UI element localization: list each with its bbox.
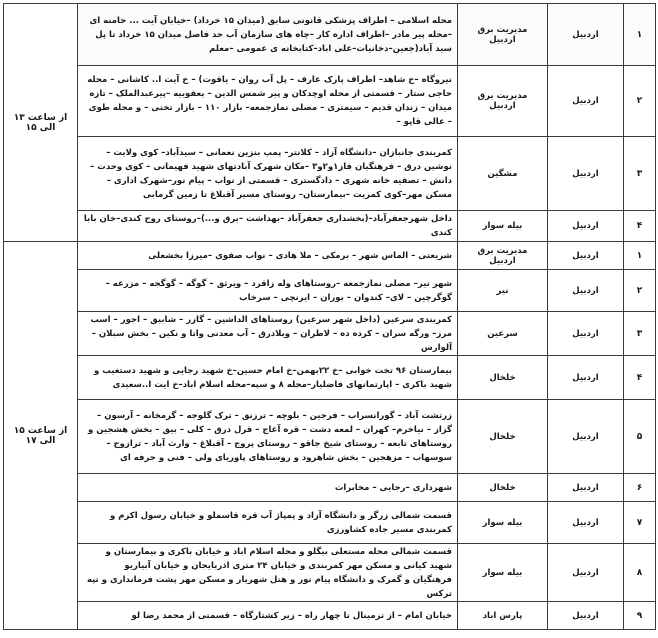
city-cell: اردبیل [548, 400, 624, 474]
row-number: ۳ [624, 137, 656, 211]
areas-cell: شریعتی – الماس شهر – برمکی – ملا هادی – نواب صفوی –میرزا بخشعلی [78, 242, 458, 270]
areas-cell: بیمارستان ۹۶ تخت خوابی –خ ۲۲بهمن–خ امام حسین–خ شهید رجایی و شهید دستغیب و شهید باکری – اپارتمانهای فاضلیار–محله ۸ و سپه–محله اسلام اباد–خ ایت ا..سعیدی [78, 356, 458, 400]
office-cell: خلخال [458, 400, 548, 474]
table-row [4, 400, 656, 474]
office-cell: پارس اباد [458, 602, 548, 630]
office-cell: بیله سوار [458, 502, 548, 544]
table-row [4, 356, 656, 400]
row-number: ۲ [624, 270, 656, 312]
office-cell: مدیریت برق اردبیل [458, 66, 548, 137]
table-row [4, 137, 656, 211]
time-slot-cell: از ساعت ۱۵ الی ۱۷ [4, 242, 78, 630]
row-number: ۵ [624, 400, 656, 474]
table-row [4, 502, 656, 544]
row-number: ۱ [624, 242, 656, 270]
office-cell: مشگین [458, 137, 548, 211]
office-cell: سرعین [458, 312, 548, 356]
areas-cell: قسمت شمالی زرگر و دانشگاه آزاد و پمپاژ آب قره قاسملو و خیابان رسول اکرم و کمربندی مسیر جاده کشاورزی [78, 502, 458, 544]
areas-cell: کمربندی جانبازان –دانشگاه آزاد – کلانتر– پمپ بنزین نعمانی – سیدآباد– کوی ولایت – نوشین درق – فرهنگیان فاز۱و۲و۳ –مکان شهرک آبادتهای شهید فهیمانی – کوی وحدت –دانش – تصفیه خانه شهری – دادگستری – قسمتی از نواب – پیام نور–شهرک اداری – مسکن مهر–کوی کمربت –بیمارستان– روستای مسیر آقبلاغ تا زمین گرمابی [78, 137, 458, 211]
areas-cell: زرتشت آباد – گورانسراب – فرجین – بلوچه – ترزنق – ترک گلوجه – گرمخانه – آرسون – گزاز – نیاخرم– کهران – لمعه دشت – قره آغاج – قرل درق – کلی – بیق – بخش هشجین و روستاهای تابعه – روستای شیخ جاقو – روستای پروج – آقبلاغ – وارث آباد – ترازوج – سوسهاب – مزهجین – بخش شاهرود و روستاهای پاوریای ولی – فنی و حرفه ای [78, 400, 458, 474]
table-row [4, 312, 656, 356]
row-number: ۹ [624, 602, 656, 630]
areas-cell: قسمت شمالی محله مستعلی بیگلو و محله اسلام اباد و خیابان باکری و بیمارستان و شهید کیانی و مسکن مهر کمربندی و خیابان ۲۴ متری اذربایجان و خیابان آبیاریو فرهنگیان و گمرک و دانشگاه پیام نور و هتل شهریار و مسکن مهر پشت فرمانداری و تپه ترکس [78, 544, 458, 602]
city-cell: اردبیل [548, 474, 624, 502]
city-cell: اردبیل [548, 544, 624, 602]
table-row [4, 544, 656, 602]
row-number: ۴ [624, 211, 656, 242]
row-number: ۲ [624, 66, 656, 137]
office-cell: مدیریت برق اردبیل [458, 4, 548, 66]
time-slot-cell: از ساعت ۱۳ الی ۱۵ [4, 4, 78, 242]
row-number: ۶ [624, 474, 656, 502]
city-cell: اردبیل [548, 4, 624, 66]
office-cell: خلخال [458, 474, 548, 502]
areas-cell: خیابان امام – از ترمینال تا چهار راه – زیر کشتارگاه – قسمتی از محمد رضا لو [78, 602, 458, 630]
table-row [4, 270, 656, 312]
city-cell: اردبیل [548, 211, 624, 242]
areas-cell: داخل شهرجعفرآباد–(بخشداری جعفرآباد –بهداشت –برق و...)–روستای روح کندی–خان بابا کندی [78, 211, 458, 242]
areas-cell: کمربندی سرعین (داخل شهر سرعین) روستاهای الداشین – گازر – شابیق – اجور – اسب مرز– ورگه سران – کرده ده – لاطران – ویلادرق – آب معدنی واتا و نکین – بخش سبلان – آلوارس [78, 312, 458, 356]
outage-schedule-table [3, 3, 656, 630]
office-cell: بیله سوار [458, 544, 548, 602]
city-cell: اردبیل [548, 270, 624, 312]
table-row [4, 474, 656, 502]
office-cell: خلخال [458, 356, 548, 400]
city-cell: اردبیل [548, 312, 624, 356]
city-cell: اردبیل [548, 356, 624, 400]
city-cell: اردبیل [548, 242, 624, 270]
city-cell: اردبیل [548, 137, 624, 211]
city-cell: اردبیل [548, 66, 624, 137]
areas-cell: نیروگاه –خ شاهد– اطراف پارک عارف – پل آب روان – یاقوت) – خ آیت ا.. کاشانی – محله حاجی ستار – قسمتی از محله اوچدکان و پیر شمس الدین – یعقوبیه –پیرعبدالملک – تازه میدان – زندان قدیم – سیمتری – مصلی نمازجمعه– بازار ۱۱۰ – بازار تختی – و محله طوی – عالی قاپو – [78, 66, 458, 137]
row-number: ۷ [624, 502, 656, 544]
table-row [4, 602, 656, 630]
areas-cell: شهرداری –رجایی – مخابرات [78, 474, 458, 502]
row-number: ۸ [624, 544, 656, 602]
office-cell: بیله سوار [458, 211, 548, 242]
table-row [4, 242, 656, 270]
table-row [4, 4, 656, 66]
areas-cell: محله اسلامی – اطراف پزشکی قانونی سابق (میدان ۱۵ خرداد) –خیابان آیت ... خامنه ای –محله پیر مادر –اطراف اداره کار –چاه های سازمان آب حد فاصل میدان ۱۵ خرداد تا پل سید آباد(جعین–دخانیات–علی اباد–کتابخانه ی عمومی –معلم [78, 4, 458, 66]
office-cell: مدیریت برق اردبیل [458, 242, 548, 270]
table-row [4, 211, 656, 242]
city-cell: اردبیل [548, 602, 624, 630]
row-number: ۳ [624, 312, 656, 356]
row-number: ۴ [624, 356, 656, 400]
office-cell: نیر [458, 270, 548, 312]
row-number: ۱ [624, 4, 656, 66]
areas-cell: شهر نیر– مصلی نمازجمعه –روستاهای وله زاقرد – ویرثق – گوگه – گوگجه – مزرعه – گوگرچین – لای– کندوان – بوران – ایرنچی – سرخاب [78, 270, 458, 312]
table-row [4, 66, 656, 137]
city-cell: اردبیل [548, 502, 624, 544]
